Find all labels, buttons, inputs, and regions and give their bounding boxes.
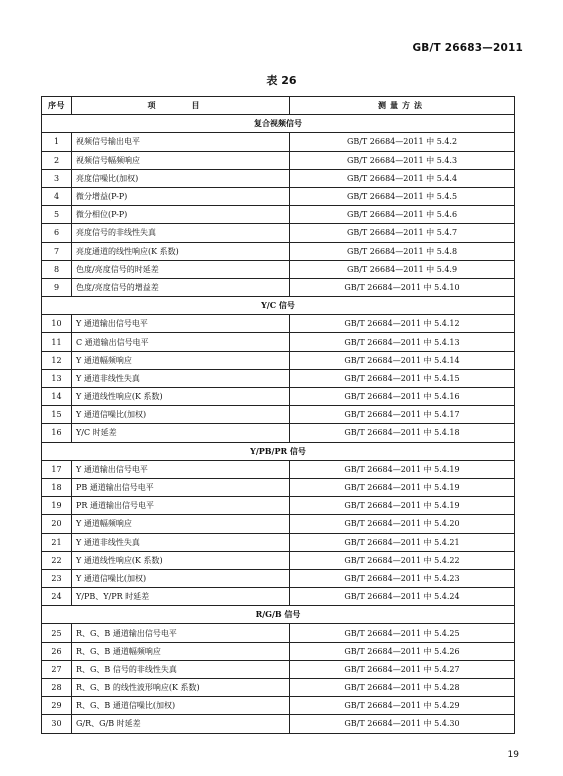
row-index: 5 [42, 206, 72, 224]
row-item: Y 通道输出信号电平 [72, 315, 290, 333]
row-method: GB/T 26684—2011 中 5.4.6 [290, 206, 515, 224]
section-heading: R/G/B 信号 [42, 606, 515, 624]
table-header-row [42, 97, 515, 115]
column-header-index: 序号 [42, 97, 72, 115]
row-index: 19 [42, 497, 72, 515]
table-row [42, 260, 515, 278]
row-item: 亮度信号的非线性失真 [72, 224, 290, 242]
row-method: GB/T 26684—2011 中 5.4.18 [290, 424, 515, 442]
row-method: GB/T 26684—2011 中 5.4.4 [290, 169, 515, 187]
row-item: Y 通道信噪比(加权) [72, 406, 290, 424]
table-row [42, 551, 515, 569]
row-index: 7 [42, 242, 72, 260]
table-row [42, 388, 515, 406]
row-item: Y/C 时延差 [72, 424, 290, 442]
row-method: GB/T 26684—2011 中 5.4.7 [290, 224, 515, 242]
row-item: Y 通道线性响应(K 系数) [72, 388, 290, 406]
section-heading: 复合视频信号 [42, 115, 515, 133]
table-row [42, 406, 515, 424]
section-header-row [42, 115, 515, 133]
row-item: Y/PB、Y/PR 时延差 [72, 588, 290, 606]
table-row [42, 515, 515, 533]
row-item: 色度/亮度信号的时延差 [72, 260, 290, 278]
table-row [42, 333, 515, 351]
table-row [42, 351, 515, 369]
table-row [42, 679, 515, 697]
table-row [42, 278, 515, 296]
row-index: 6 [42, 224, 72, 242]
table-row [42, 497, 515, 515]
section-header-row [42, 442, 515, 460]
row-index: 2 [42, 151, 72, 169]
row-index: 24 [42, 588, 72, 606]
row-index: 13 [42, 369, 72, 387]
table-row [42, 242, 515, 260]
row-item: G/R、G/B 时延差 [72, 715, 290, 733]
row-method: GB/T 26684—2011 中 5.4.22 [290, 551, 515, 569]
row-index: 17 [42, 460, 72, 478]
row-item: 微分增益(P-P) [72, 187, 290, 205]
row-method: GB/T 26684—2011 中 5.4.10 [290, 278, 515, 296]
page-number: 19 [507, 750, 519, 760]
row-method: GB/T 26684—2011 中 5.4.19 [290, 460, 515, 478]
row-method: GB/T 26684—2011 中 5.4.24 [290, 588, 515, 606]
row-method: GB/T 26684—2011 中 5.4.27 [290, 660, 515, 678]
row-item: 视频信号幅频响应 [72, 151, 290, 169]
row-method: GB/T 26684—2011 中 5.4.8 [290, 242, 515, 260]
row-method: GB/T 26684—2011 中 5.4.21 [290, 533, 515, 551]
row-method: GB/T 26684—2011 中 5.4.25 [290, 624, 515, 642]
row-method: GB/T 26684—2011 中 5.4.29 [290, 697, 515, 715]
row-item: R、G、B 通道幅频响应 [72, 642, 290, 660]
table-row [42, 588, 515, 606]
table-row [42, 133, 515, 151]
table-row [42, 169, 515, 187]
row-method: GB/T 26684—2011 中 5.4.19 [290, 497, 515, 515]
table-row [42, 224, 515, 242]
row-method: GB/T 26684—2011 中 5.4.30 [290, 715, 515, 733]
table-row [42, 624, 515, 642]
row-index: 8 [42, 260, 72, 278]
row-index: 26 [42, 642, 72, 660]
row-index: 3 [42, 169, 72, 187]
row-method: GB/T 26684—2011 中 5.4.16 [290, 388, 515, 406]
row-index: 25 [42, 624, 72, 642]
table-row [42, 715, 515, 733]
row-method: GB/T 26684—2011 中 5.4.2 [290, 133, 515, 151]
row-item: Y 通道幅频响应 [72, 351, 290, 369]
row-index: 18 [42, 478, 72, 496]
table-row [42, 206, 515, 224]
section-header-row [42, 606, 515, 624]
table-title: 表 26 [266, 74, 297, 87]
table-row [42, 187, 515, 205]
section-heading: Y/PB/PR 信号 [42, 442, 515, 460]
column-header-item: 项 目 [72, 97, 290, 115]
row-item: PB 通道输出信号电平 [72, 478, 290, 496]
section-header-row [42, 297, 515, 315]
table-row [42, 660, 515, 678]
row-index: 30 [42, 715, 72, 733]
row-item: R、G、B 通道输出信号电平 [72, 624, 290, 642]
standard-number: GB/T 26683—2011 [412, 42, 523, 54]
measurement-methods-table [41, 96, 515, 734]
table-row [42, 315, 515, 333]
row-item: Y 通道非线性失真 [72, 533, 290, 551]
row-index: 11 [42, 333, 72, 351]
row-method: GB/T 26684—2011 中 5.4.20 [290, 515, 515, 533]
row-index: 27 [42, 660, 72, 678]
row-item: 亮度信噪比(加权) [72, 169, 290, 187]
row-method: GB/T 26684—2011 中 5.4.12 [290, 315, 515, 333]
row-item: 色度/亮度信号的增益差 [72, 278, 290, 296]
row-index: 9 [42, 278, 72, 296]
row-item: Y 通道幅频响应 [72, 515, 290, 533]
row-method: GB/T 26684—2011 中 5.4.19 [290, 478, 515, 496]
table-body [42, 115, 515, 733]
row-item: R、G、B 的线性波形响应(K 系数) [72, 679, 290, 697]
row-index: 23 [42, 569, 72, 587]
row-item: Y 通道线性响应(K 系数) [72, 551, 290, 569]
row-index: 22 [42, 551, 72, 569]
row-method: GB/T 26684—2011 中 5.4.14 [290, 351, 515, 369]
table-row [42, 569, 515, 587]
row-item: PR 通道输出信号电平 [72, 497, 290, 515]
row-item: Y 通道非线性失真 [72, 369, 290, 387]
row-index: 16 [42, 424, 72, 442]
row-method: GB/T 26684—2011 中 5.4.5 [290, 187, 515, 205]
row-item: 微分相位(P-P) [72, 206, 290, 224]
table-row [42, 424, 515, 442]
table-row [42, 460, 515, 478]
table-row [42, 697, 515, 715]
row-index: 28 [42, 679, 72, 697]
row-index: 29 [42, 697, 72, 715]
row-method: GB/T 26684—2011 中 5.4.28 [290, 679, 515, 697]
row-item: 视频信号输出电平 [72, 133, 290, 151]
row-index: 10 [42, 315, 72, 333]
row-index: 20 [42, 515, 72, 533]
row-method: GB/T 26684—2011 中 5.4.17 [290, 406, 515, 424]
row-index: 15 [42, 406, 72, 424]
table-row [42, 478, 515, 496]
row-item: Y 通道信噪比(加权) [72, 569, 290, 587]
row-method: GB/T 26684—2011 中 5.4.3 [290, 151, 515, 169]
row-index: 12 [42, 351, 72, 369]
row-index: 14 [42, 388, 72, 406]
table-row [42, 151, 515, 169]
table-row [42, 369, 515, 387]
row-method: GB/T 26684—2011 中 5.4.23 [290, 569, 515, 587]
table-row [42, 642, 515, 660]
row-item: 亮度通道的线性响应(K 系数) [72, 242, 290, 260]
row-item: R、G、B 通道信噪比(加权) [72, 697, 290, 715]
column-header-method: 测量方法 [290, 97, 515, 115]
section-heading: Y/C 信号 [42, 297, 515, 315]
row-index: 4 [42, 187, 72, 205]
row-method: GB/T 26684—2011 中 5.4.9 [290, 260, 515, 278]
row-index: 21 [42, 533, 72, 551]
row-method: GB/T 26684—2011 中 5.4.13 [290, 333, 515, 351]
row-item: Y 通道输出信号电平 [72, 460, 290, 478]
row-item: C 通道输出信号电平 [72, 333, 290, 351]
row-method: GB/T 26684—2011 中 5.4.26 [290, 642, 515, 660]
row-method: GB/T 26684—2011 中 5.4.15 [290, 369, 515, 387]
row-item: R、G、B 信号的非线性失真 [72, 660, 290, 678]
row-index: 1 [42, 133, 72, 151]
table-row [42, 533, 515, 551]
